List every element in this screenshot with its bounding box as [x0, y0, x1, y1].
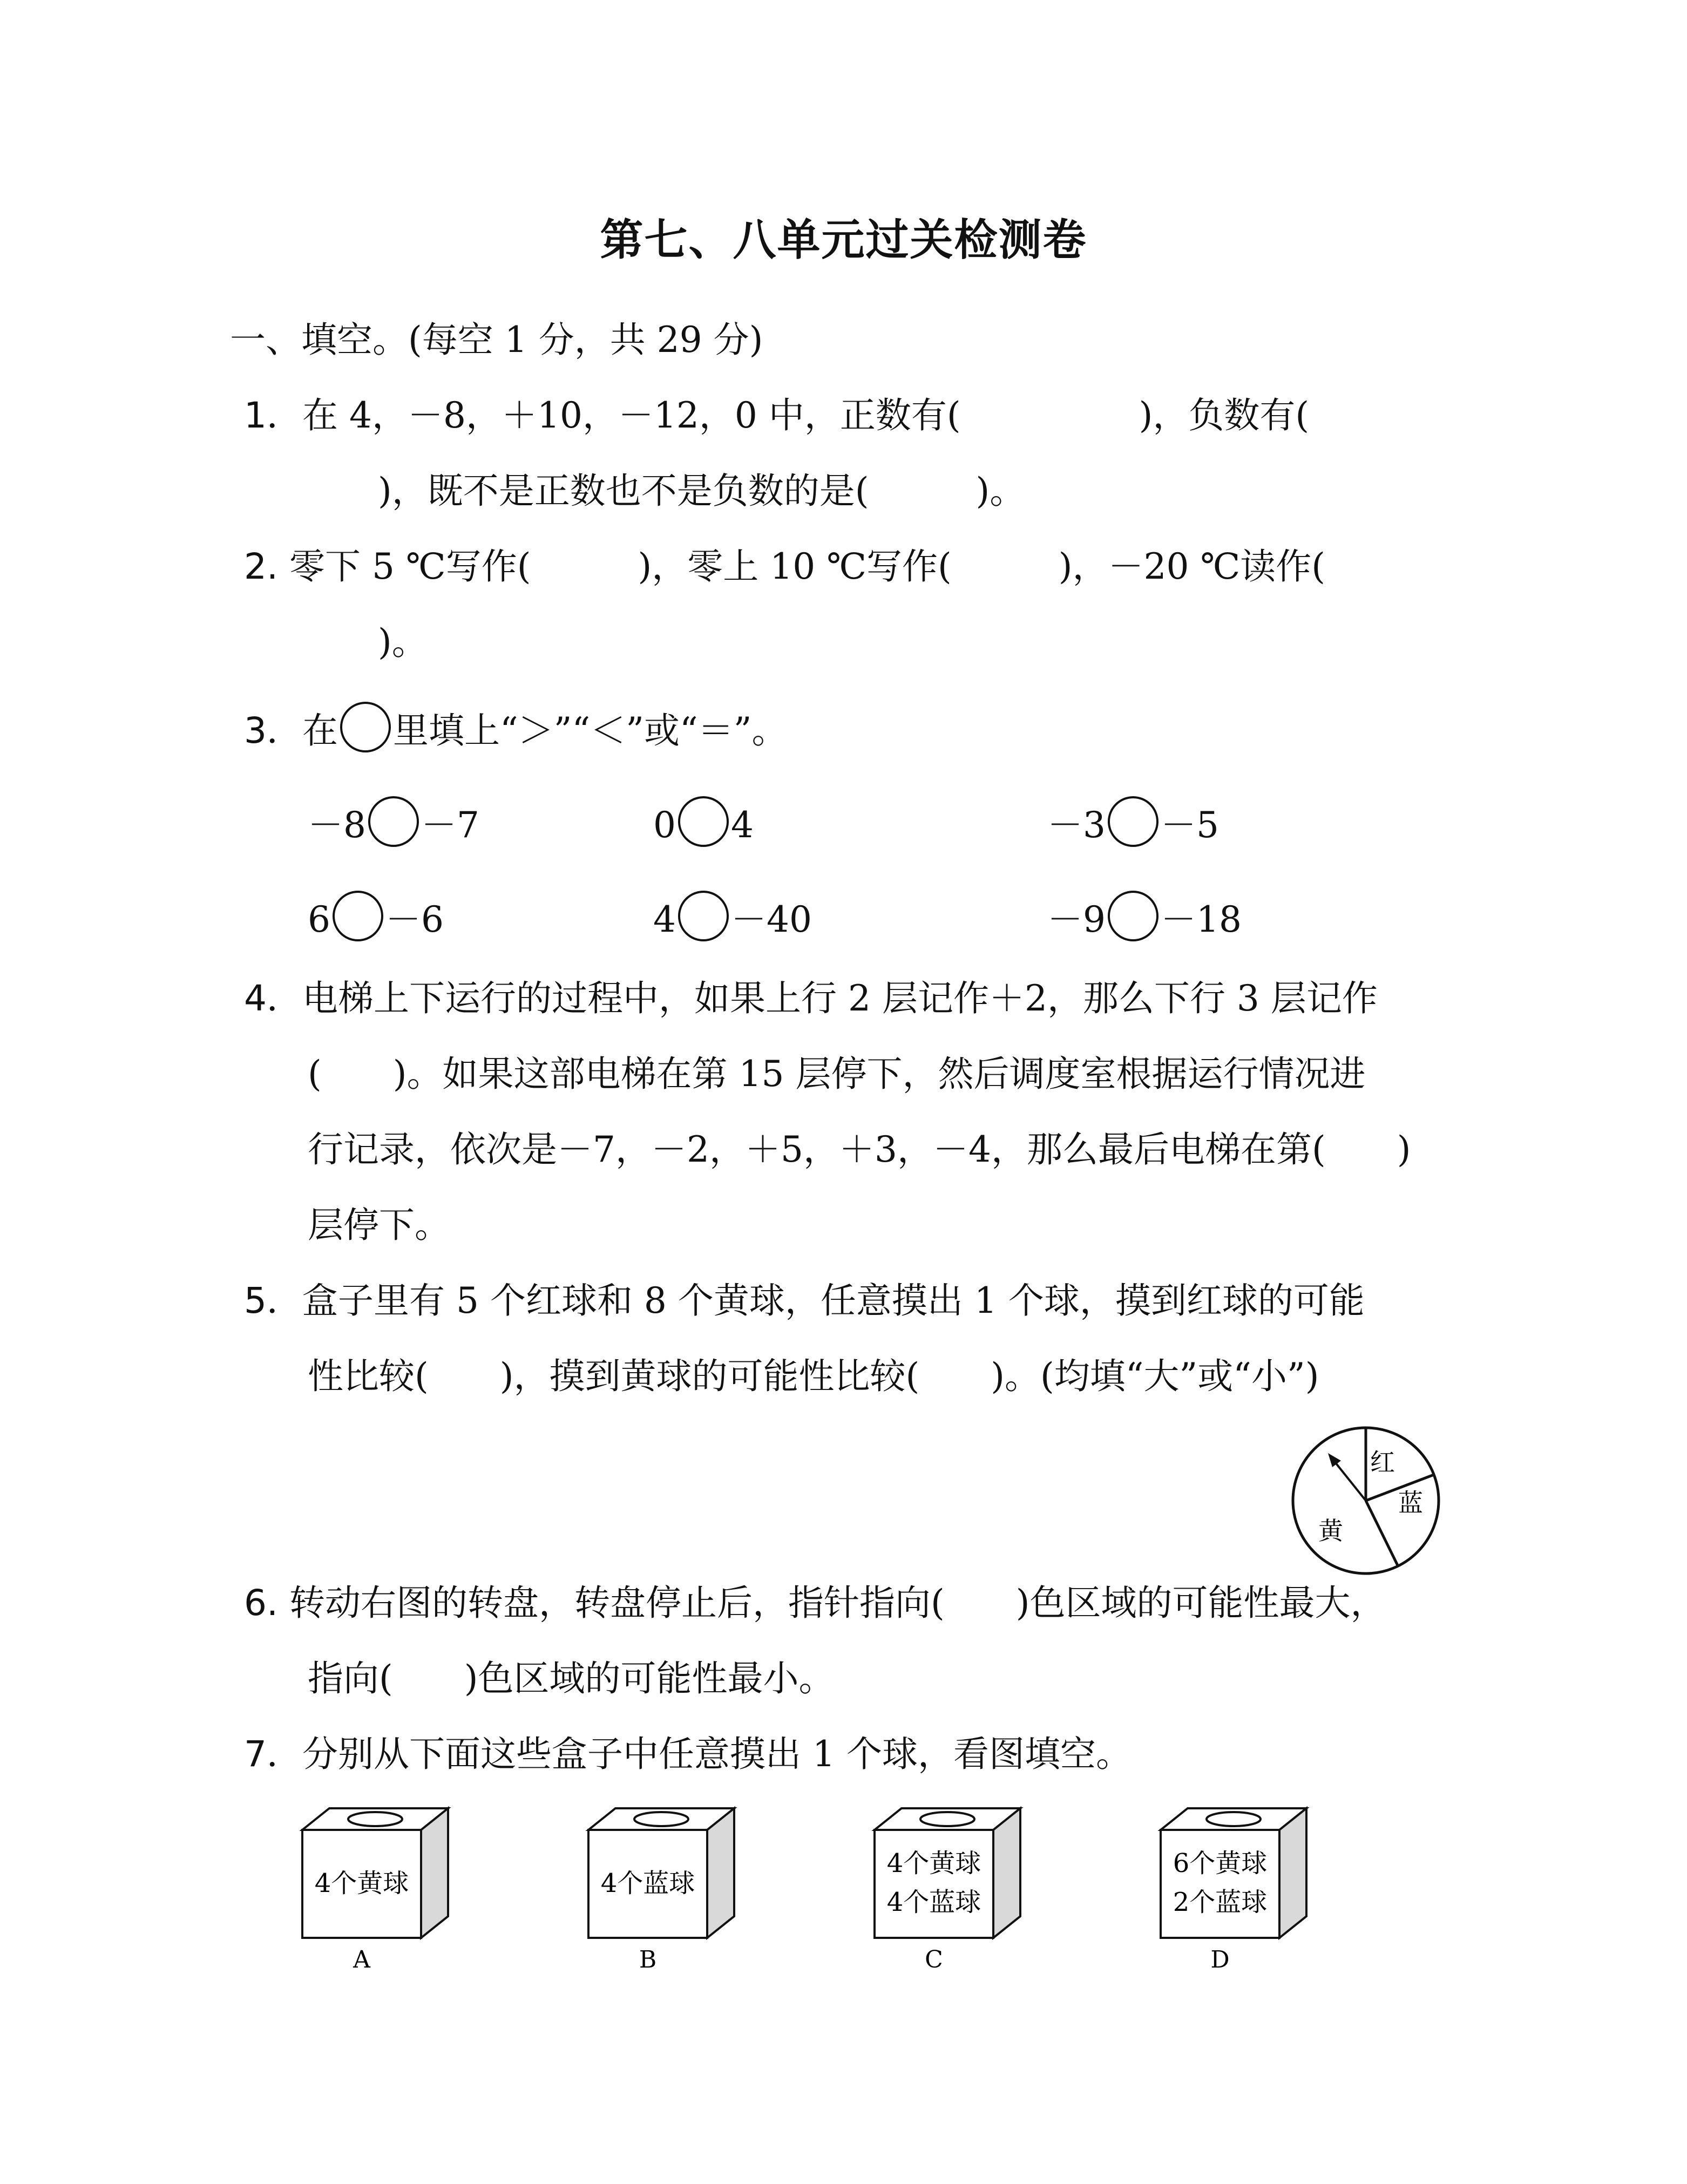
box-label: B [639, 1946, 657, 1973]
box-side [707, 1808, 734, 1938]
question-7 [244, 1733, 1132, 1776]
compare-right: －6 [385, 899, 444, 940]
compare-right: －7 [421, 804, 479, 846]
question-number: 1． [244, 395, 302, 436]
ball-box-b [583, 1798, 745, 1976]
answer-circle[interactable] [1108, 796, 1158, 847]
question-4-line-3: 行记录，依次是－7，－2，＋5，＋3，－4，那么最后电梯在第( ) [308, 1129, 1411, 1170]
answer-circle[interactable] [368, 796, 419, 847]
answer-circle[interactable] [1108, 891, 1158, 941]
question-1 [244, 394, 1309, 437]
region-label-red: 红 [1370, 1448, 1395, 1477]
pointer-arrow-icon [1328, 1453, 1341, 1467]
ball-box-d [1155, 1798, 1317, 1976]
compare-left: －9 [1047, 899, 1106, 940]
compare-left: －8 [308, 804, 366, 846]
box-content-line: 2个蓝球 [1173, 1887, 1268, 1917]
compare-right: 4 [731, 804, 754, 846]
compare-item [653, 891, 812, 944]
question-7-line-1: 分别从下面这些盒子中任意摸出 1 个球，看图填空。 [302, 1733, 1132, 1775]
box-label: A [353, 1946, 370, 1973]
box-content-line: 6个黄球 [1173, 1848, 1268, 1878]
region-label-blue: 蓝 [1398, 1488, 1423, 1517]
region-label-yellow: 黄 [1318, 1516, 1343, 1545]
compare-left: 6 [308, 899, 330, 940]
section-heading: 一、填空。(每空 1 分，共 29 分) [230, 319, 763, 361]
question-4-line-1: 电梯上下运行的过程中，如果上行 2 层记作＋2，那么下行 3 层记作 [302, 978, 1378, 1019]
compare-item [308, 796, 479, 850]
question-4-line-4: 层停下。 [308, 1204, 450, 1246]
box-content-line: 4个黄球 [314, 1868, 409, 1898]
question-2-line-2: )。 [378, 621, 428, 663]
question-5 [244, 1279, 1365, 1322]
box-front [875, 1830, 993, 1938]
compare-item [1047, 891, 1242, 944]
question-3-pre: 在 [302, 710, 338, 751]
question-4-line-2: ( )。如果这部电梯在第 15 层停下，然后调度室根据运行情况进 [308, 1053, 1366, 1095]
ball-box-a [297, 1798, 459, 1976]
question-number: 5． [244, 1280, 302, 1321]
box-content-line: 4个蓝球 [886, 1887, 981, 1917]
box-label: D [1210, 1946, 1230, 1973]
question-2 [244, 545, 1325, 588]
page-title: 第七、八单元过关检测卷 [600, 215, 1087, 265]
question-2-line-1: 零下 5 ℃写作( )，零上 10 ℃写作( )，－20 ℃读作( [289, 546, 1326, 587]
question-3 [244, 702, 787, 752]
question-6-line-1: 转动右图的转盘，转盘停止后，指针指向( )色区域的可能性最大， [289, 1582, 1386, 1624]
box-side [421, 1808, 448, 1938]
question-number: 3． [244, 710, 302, 751]
question-6-line-2: 指向( )色区域的可能性最小。 [308, 1658, 835, 1699]
question-1-line-2: )，既不是正数也不是负数的是( )。 [378, 470, 1026, 512]
compare-left: 0 [653, 804, 676, 846]
question-5-line-2: 性比较( )，摸到黄球的可能性比较( )。(均填“大”或“小”) [308, 1355, 1319, 1397]
answer-circle[interactable] [333, 891, 383, 941]
spinner-divider [1366, 1501, 1398, 1566]
box-side [993, 1808, 1020, 1938]
box-front [1161, 1830, 1279, 1938]
question-number: 4． [244, 978, 302, 1019]
compare-item [1047, 796, 1219, 850]
box-content-line: 4个蓝球 [600, 1868, 695, 1898]
compare-right: －5 [1161, 804, 1219, 846]
compare-right: －18 [1161, 899, 1242, 940]
question-number: 7． [244, 1733, 302, 1775]
question-4 [244, 977, 1378, 1020]
answer-circle[interactable] [678, 891, 729, 941]
compare-item [653, 796, 754, 850]
ball-box-c [869, 1798, 1031, 1976]
answer-circle[interactable] [678, 796, 729, 847]
spinner-diagram [1285, 1420, 1447, 1582]
compare-right: －40 [731, 899, 812, 940]
question-1-line-1: 在 4，－8，＋10，－12，0 中，正数有( )，负数有( [302, 395, 1310, 436]
question-3-post: 里填上“＞”“＜”或“＝”。 [393, 710, 788, 751]
question-number: 2. [244, 546, 278, 587]
blank-circle-icon [340, 702, 391, 752]
box-content-line: 4个黄球 [886, 1848, 981, 1878]
box-side [1279, 1808, 1306, 1938]
compare-left: －3 [1047, 804, 1106, 846]
question-number: 6. [244, 1582, 278, 1624]
compare-item [308, 891, 444, 944]
question-5-line-1: 盒子里有 5 个红球和 8 个黄球，任意摸出 1 个球，摸到红球的可能 [302, 1280, 1365, 1321]
box-label: C [925, 1946, 943, 1973]
compare-left: 4 [653, 899, 676, 940]
question-6 [244, 1582, 1386, 1625]
